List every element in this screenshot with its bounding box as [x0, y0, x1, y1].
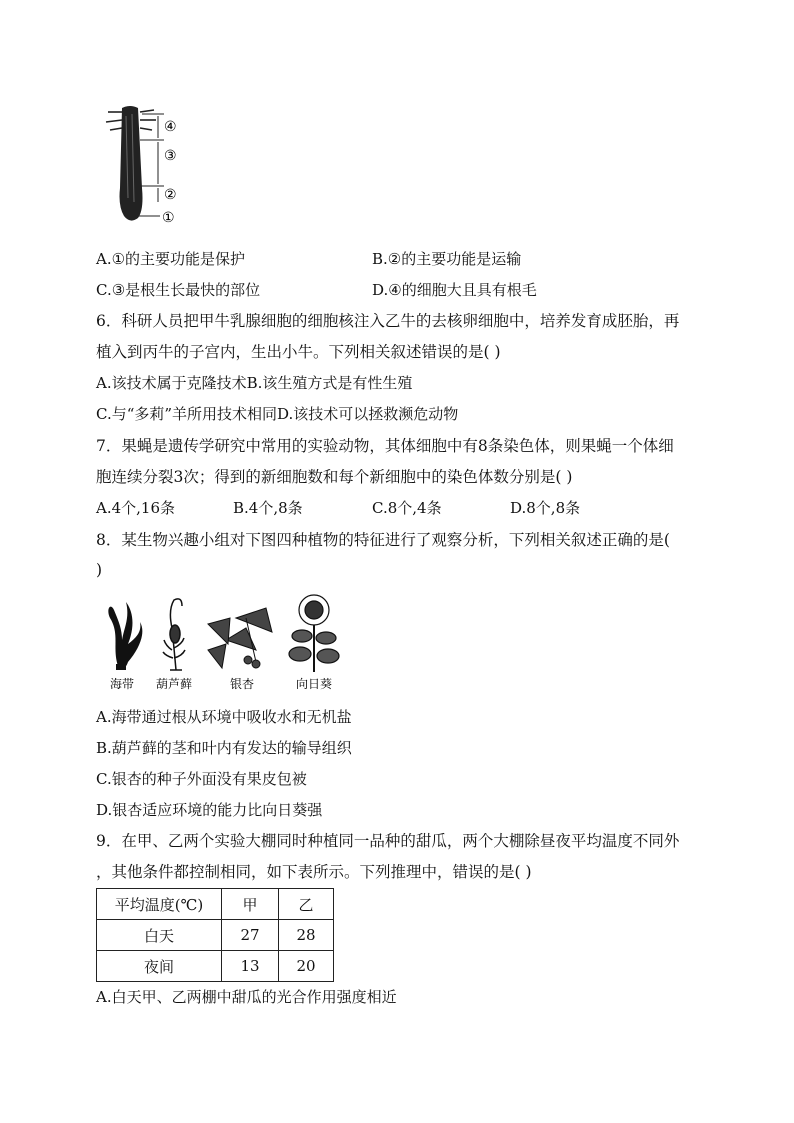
kelp-drawing [108, 602, 142, 670]
q8-option-d: D.银杏适应环境的能力比向日葵强 [96, 801, 323, 819]
q9-stem-line-2: ，其他条件都控制相同，如下表所示。下列推理中，错误的是( ) [96, 863, 532, 881]
q7-stem-line-1: 7．果蝇是遗传学研究中常用的实验动物，其体细胞中有8条染色体，则果蝇一个体细 [96, 437, 674, 455]
root-label-3: ③ [164, 148, 177, 164]
table-row [97, 951, 334, 982]
q8-option-c: C.银杏的种子外面没有果皮包被 [96, 770, 307, 788]
plant-label-moss: 葫芦藓 [156, 677, 193, 691]
table-row [97, 920, 334, 951]
sunflower-drawing [289, 595, 339, 672]
table-header: 平均温度(℃) [97, 889, 222, 920]
q5-option-d: D.④的细胞大且具有根毛 [372, 281, 537, 299]
root-label-4: ④ [164, 119, 177, 135]
moss-drawing [163, 599, 185, 670]
q9-stem-line-1: 9．在甲、乙两个实验大棚同时种植同一品种的甜瓜，两个大棚除昼夜平均温度不同外 [96, 832, 680, 850]
table-cell: 28 [279, 920, 334, 951]
temperature-table [96, 888, 334, 982]
table-cell: 夜间 [97, 951, 222, 982]
four-plants-figure [96, 588, 356, 692]
q6-stem-line-1: 6．科研人员把甲牛乳腺细胞的细胞核注入乙牛的去核卵细胞中，培养发育成胚胎，再 [96, 312, 680, 330]
root-tip-figure [100, 98, 210, 228]
q5-option-a: A.①的主要功能是保护 [96, 250, 246, 268]
q8-option-b: B.葫芦藓的茎和叶内有发达的输导组织 [96, 739, 352, 757]
table-header-row [97, 889, 334, 920]
ginkgo-drawing [208, 608, 272, 668]
q6-stem-line-2: 植入到丙牛的子宫内，生出小牛。下列相关叙述错误的是( ) [96, 343, 501, 361]
plant-label-ginkgo: 银杏 [230, 677, 255, 691]
table-header: 甲 [222, 889, 279, 920]
q5-option-b: B.②的主要功能是运输 [372, 250, 522, 268]
q8-stem-line-1: 8．某生物兴趣小组对下图四种植物的特征进行了观察分析，下列相关叙述正确的是( [96, 531, 670, 549]
q6-options-cd: C.与“多莉”羊所用技术相同D.该技术可以拯救濒危动物 [96, 405, 459, 423]
table-cell: 白天 [97, 920, 222, 951]
q6-options-ab: A.该技术属于克隆技术B.该生殖方式是有性生殖 [96, 374, 413, 392]
table-header: 乙 [279, 889, 334, 920]
q8-stem-line-2: ) [96, 561, 103, 579]
q7-option-c: C.8个,4条 [372, 499, 442, 517]
q7-option-a: A.4个,16条 [96, 499, 175, 517]
q7-option-d: D.8个,8条 [510, 499, 581, 517]
plant-label-kelp: 海带 [110, 677, 135, 691]
q9-option-a: A.白天甲、乙两棚中甜瓜的光合作用强度相近 [96, 988, 397, 1006]
q7-option-b: B.4个,8条 [233, 499, 303, 517]
table-cell: 27 [222, 920, 279, 951]
root-label-1: ① [162, 210, 175, 226]
root-label-2: ② [164, 187, 177, 203]
plant-label-sunflower: 向日葵 [296, 677, 333, 691]
table-cell: 20 [279, 951, 334, 982]
q7-stem-line-2: 胞连续分裂3次；得到的新细胞数和每个新细胞中的染色体数分别是( ) [96, 468, 573, 486]
q8-option-a: A.海带通过根从环境中吸收水和无机盐 [96, 708, 352, 726]
table-cell: 13 [222, 951, 279, 982]
q5-option-c: C.③是根生长最快的部位 [96, 281, 261, 299]
